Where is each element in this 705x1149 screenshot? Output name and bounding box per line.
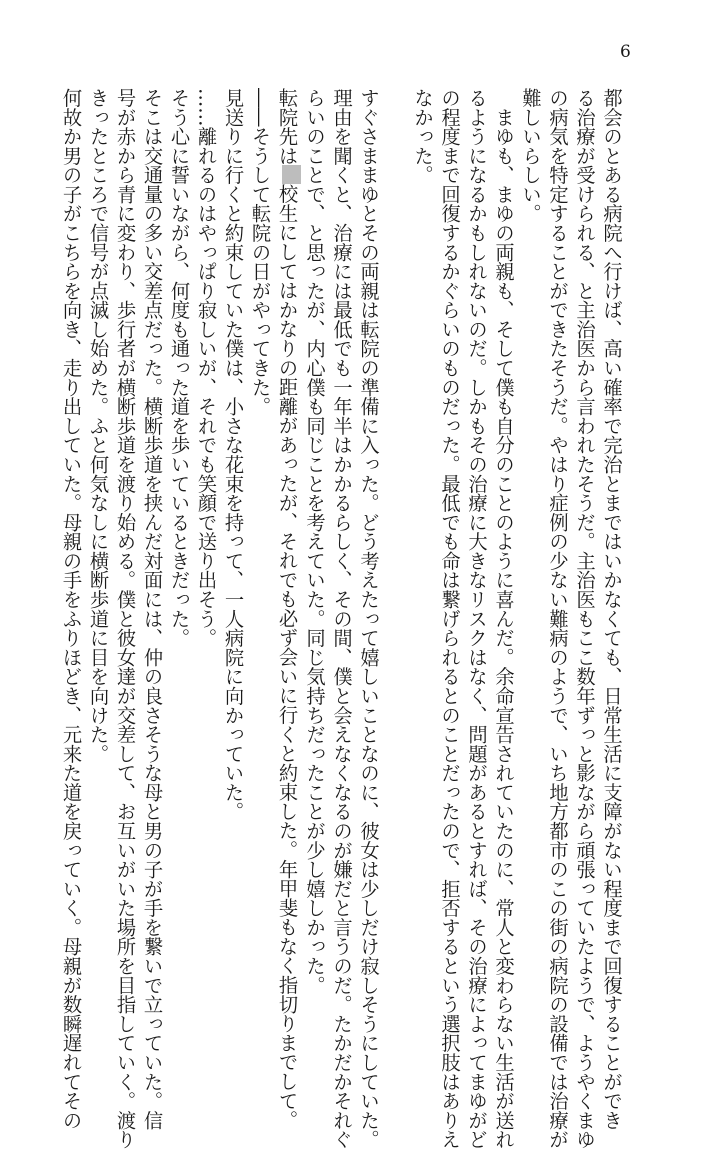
text-line: なかった。 bbox=[411, 88, 434, 185]
text-line: 見送りに行くと約束していた僕は、小さな花束を持って、一人病院に向かっていた。 bbox=[221, 88, 245, 822]
text-line: 難しいらしい。 bbox=[519, 88, 542, 224]
redaction-box bbox=[282, 165, 301, 184]
text-line: まゆも、まゆの両親も、そして僕も自分のことのように喜んだ。余命宣告されていたのに、常人と変わらない生活が送れ bbox=[492, 88, 515, 1149]
text-line: の病気を特定することができたそうだ。やはり症例の少ない難病のようで、いち地方都市のこの街の病院の設備では治療が bbox=[546, 88, 569, 1149]
novel-text-body bbox=[59, 88, 625, 1149]
text-line: 転院先は校生にしてはかなりの距離があったが、それでも必ず会いに行くと約束した。年甲斐もなく指切りまでして。 bbox=[274, 88, 302, 968]
text-line: る治療が受けられる、と主治医から言われたそうだ。主治医もここ数年ずっと影ながら頑張っていたようで、ようやくまゆ bbox=[573, 88, 596, 1149]
text-line: そう心に誓いながら、何度も通った道を歩いているときだった。 bbox=[167, 88, 191, 648]
text-line: 都会のとある病院へ行けば、高い確率で完治とまではいかなくても、日常生活に支障がない程度まで回復することができ bbox=[600, 88, 623, 1130]
text-line: 号が赤から青に変わり、歩行者が横断歩道を渡り始める。僕と彼女達が交差して、お互いがいた場所を目指していく。渡り bbox=[113, 88, 137, 1149]
text-line: ……離れるのはやっぱり寂しいが、それでも笑顔で送り出そう。 bbox=[194, 88, 218, 648]
text-line: ――そうして転院の日がやってきた。 bbox=[248, 88, 272, 416]
text-line: すぐさままゆとその両親は転院の準備に入った。どう考えたって嬉しいことなのに、彼女は少しだけ寂しそうにしていた。 bbox=[357, 88, 380, 1149]
text-line: らいのことで、と思ったが、内心僕も同じことを考えていた。同じ気持ちだったことが少し嬉しかった。 bbox=[303, 88, 326, 995]
text-line: 理由を聞くと、治療には最低でも一年半はかかるらしく、その間、僕と会えなくなるのが嫌だと言うのだ。たかだかそれぐ bbox=[330, 88, 353, 1149]
page-number: 6 bbox=[620, 42, 631, 62]
text-line: るようになるかもしれないのだ。しかもその治療に大きなリスクはなく、問題があるとすれば、その治療によってまゆがど bbox=[465, 88, 488, 1149]
text-line: そこは交通量の多い交差点だった。横断歩道を挟んだ対面には、仲の良さそうな母と男の子が手を繋いで立っていた。信 bbox=[140, 88, 164, 1130]
blank-line bbox=[382, 88, 409, 968]
text-line: 何故か男の子がこちらを向き、走り出していた。母親の手をふりほどき、元来た道を戻っていく。母親が数瞬遅れてその bbox=[59, 88, 83, 1130]
text-line: きったところで信号が点滅し始めた。ふと何気なしに横断歩道に目を向けた。 bbox=[86, 88, 110, 764]
text-line: の程度まで回復するかぐらいのものだった。最低でも命は繋げられるとのことだったので、拒否するという選択肢はありえ bbox=[438, 88, 461, 1149]
